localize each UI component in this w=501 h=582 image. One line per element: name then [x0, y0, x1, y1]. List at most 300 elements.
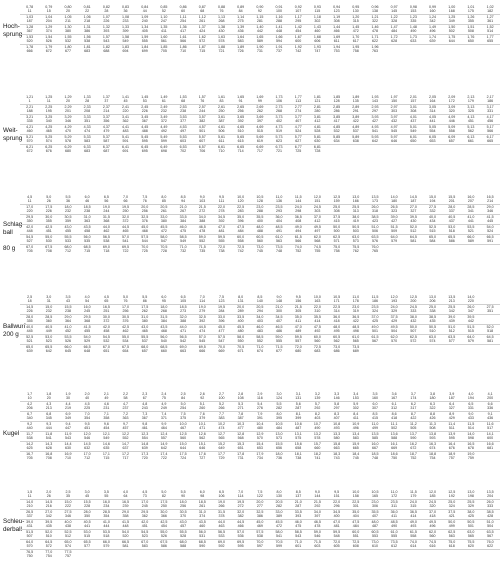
- points-value: 164: [429, 99, 436, 104]
- performance-value: 2,61: [217, 105, 225, 110]
- performance-value: 36,0: [390, 510, 398, 515]
- performance-value: 1,05: [64, 15, 72, 20]
- performance-value: 68,0: [179, 540, 187, 545]
- points-value: 738: [295, 456, 302, 461]
- performance-value: 4,53: [179, 125, 187, 130]
- points-value: 496: [429, 29, 436, 34]
- performance-value: 73,0: [256, 245, 264, 250]
- performance-value: 12,8: [237, 432, 245, 437]
- points-value: 160: [429, 9, 436, 14]
- performance-value: 6,69: [256, 145, 264, 150]
- performance-value: 1,29: [64, 95, 72, 100]
- points-value: 515: [429, 229, 436, 234]
- points-value: 726: [237, 49, 244, 54]
- performance-value: 1,33: [83, 95, 91, 100]
- points-value: 284: [218, 309, 225, 314]
- performance-value: 1,70: [352, 35, 360, 40]
- performance-value: 58,0: [237, 335, 245, 340]
- points-value: 583: [141, 544, 148, 549]
- points-value: 627: [295, 139, 302, 144]
- performance-value: 2,1: [103, 392, 109, 397]
- performance-value: 1,19: [333, 15, 341, 20]
- performance-value: 21,5: [313, 500, 321, 505]
- points-value: 194: [467, 396, 474, 401]
- performance-value: 30,5: [179, 510, 187, 515]
- points-value: 322: [429, 406, 436, 411]
- performance-value: 30,5: [122, 315, 130, 320]
- performance-value: 14,1: [486, 432, 494, 437]
- performance-value: 40,5: [448, 215, 456, 220]
- performance-value: 7,4: [161, 412, 167, 417]
- table-row: [20, 195, 500, 204]
- points-value: 131: [295, 396, 302, 401]
- table-row: [20, 324, 500, 334]
- performance-value: 8,6: [391, 412, 397, 417]
- points-value: 712: [84, 456, 91, 461]
- points-value: 301: [352, 504, 359, 509]
- points-value: 678: [467, 446, 474, 451]
- performance-value: 10,4: [256, 422, 264, 427]
- points-value: 646: [391, 139, 398, 144]
- points-value: 28: [85, 99, 90, 104]
- points-value: 651: [103, 349, 110, 354]
- points-value: 639: [429, 39, 436, 44]
- performance-value: 47,5: [313, 325, 321, 330]
- performance-value: 52,5: [429, 225, 437, 230]
- performance-value: 4,45: [141, 125, 149, 130]
- points-value: 671: [237, 349, 244, 354]
- points-value: 208: [84, 109, 91, 114]
- points-value: 540: [160, 339, 167, 344]
- performance-value: 1,24: [429, 15, 437, 20]
- performance-value: 20,5: [275, 500, 283, 505]
- points-value: 388: [180, 319, 187, 324]
- performance-value: 51,5: [390, 225, 398, 230]
- points-value: 105: [180, 299, 187, 304]
- points-value: 232: [160, 109, 167, 114]
- performance-value: 15,6: [294, 442, 302, 447]
- performance-value: 18,4: [352, 452, 360, 457]
- performance-value: 3,0: [276, 392, 282, 397]
- points-value: 508: [429, 426, 436, 431]
- performance-value: 39,5: [45, 520, 53, 525]
- points-value: 484: [276, 426, 283, 431]
- performance-value: 4,33: [83, 125, 91, 130]
- points-value: 315: [352, 19, 359, 24]
- points-value: 606: [314, 39, 321, 44]
- performance-value: 11,7: [26, 432, 33, 437]
- performance-value: 40,0: [429, 215, 437, 220]
- performance-value: 50,5: [352, 225, 360, 230]
- performance-value: 5,0: [46, 195, 52, 200]
- points-value: 214: [487, 199, 494, 204]
- performance-value: 1,49: [429, 25, 437, 30]
- points-value: 487: [295, 426, 302, 431]
- performance-value: 4,97: [390, 125, 398, 130]
- points-value: 54: [85, 299, 90, 304]
- performance-value: 1,21: [371, 15, 379, 20]
- points-value: 561: [160, 39, 167, 44]
- performance-value: 44,5: [198, 325, 206, 330]
- performance-value: 33,0: [275, 510, 283, 515]
- points-value: 296: [333, 504, 340, 509]
- points-value: 472: [352, 29, 359, 34]
- performance-value: 1,73: [409, 35, 417, 40]
- performance-value: 56,5: [102, 235, 110, 240]
- performance-value: 3,1: [295, 392, 301, 397]
- performance-value: 5,17: [486, 125, 494, 130]
- performance-value: 1,41: [275, 25, 283, 30]
- performance-value: 14,5: [45, 500, 53, 505]
- points-value: 387: [218, 119, 225, 124]
- performance-value: 5,49: [160, 135, 168, 140]
- performance-value: 50,0: [448, 520, 456, 525]
- performance-value: 5,29: [64, 135, 72, 140]
- points-value: 107: [295, 9, 302, 14]
- points-value: 518: [487, 329, 494, 334]
- points-value: 648: [84, 349, 91, 354]
- points-value: 545: [199, 339, 206, 344]
- points-value: 616: [429, 544, 436, 549]
- performance-value: 60,5: [371, 530, 379, 535]
- table-row: [20, 14, 500, 24]
- points-value: 291: [352, 109, 359, 114]
- points-value: 238: [180, 109, 187, 114]
- points-value: 368: [84, 319, 91, 324]
- performance-value: 40,5: [83, 520, 91, 525]
- performance-value: 1,11: [179, 15, 187, 20]
- points-value: 60: [181, 9, 186, 14]
- points-value: 240: [141, 19, 148, 24]
- performance-value: 4,7: [123, 402, 129, 407]
- performance-value: 31,0: [141, 315, 149, 320]
- points-value: 193: [391, 299, 398, 304]
- points-value: 454: [103, 426, 110, 431]
- points-value: 192: [448, 494, 455, 499]
- points-value: 491: [276, 229, 283, 234]
- table-row: [20, 490, 500, 499]
- points-value: 411: [161, 29, 167, 34]
- points-value: 493: [333, 426, 340, 431]
- points-value: 346: [64, 119, 71, 124]
- points-value: 717: [256, 149, 263, 154]
- performance-value: 55,0: [160, 530, 168, 535]
- performance-value: 49,0: [371, 325, 379, 330]
- points-value: 475: [180, 229, 187, 234]
- points-value: 672: [410, 446, 417, 451]
- performance-value: 70,5: [275, 540, 283, 545]
- points-value: 318: [371, 209, 378, 214]
- performance-value: 66,0: [467, 235, 475, 240]
- performance-value: 20,0: [141, 205, 149, 210]
- performance-value: 5,93: [371, 135, 379, 140]
- performance-value: 4,5: [142, 490, 148, 495]
- points-value: 506: [371, 229, 378, 234]
- performance-value: 69,5: [122, 245, 130, 250]
- points-table: [20, 195, 500, 254]
- performance-value: 66,0: [102, 540, 110, 545]
- performance-value: 6,5: [468, 402, 474, 407]
- points-value: 588: [180, 544, 187, 549]
- performance-value: 0,92: [294, 5, 302, 10]
- points-value: 618: [448, 544, 455, 549]
- points-value: 499: [371, 426, 378, 431]
- performance-value: 42,0: [102, 325, 110, 330]
- points-row: [20, 426, 500, 430]
- points-value: 254: [180, 19, 187, 24]
- points-row: [20, 209, 500, 213]
- points-value: 493: [410, 524, 417, 529]
- performance-value: 25,0: [333, 205, 341, 210]
- performance-value: 76,0: [486, 540, 494, 545]
- points-value: 341: [467, 209, 474, 214]
- performance-value: 5,97: [390, 135, 398, 140]
- points-value: 375: [180, 416, 187, 421]
- performance-value: 77,5: [64, 550, 72, 555]
- points-value: 653: [256, 446, 263, 451]
- points-value: 572: [410, 339, 417, 344]
- performance-value: 23,0: [371, 500, 379, 505]
- performance-value: 43,5: [198, 520, 206, 525]
- performance-value: 54,0: [122, 530, 130, 535]
- points-value: 419: [352, 219, 359, 224]
- points-value: 387: [237, 416, 244, 421]
- performance-value: 44,0: [179, 325, 187, 330]
- points-value: 691: [122, 149, 129, 154]
- performance-value: 52,0: [486, 325, 494, 330]
- points-value: 262: [141, 309, 148, 314]
- points-value: 386: [84, 29, 91, 34]
- points-row: [20, 99, 500, 103]
- points-value: 447: [64, 426, 71, 431]
- points-value: 452: [64, 329, 71, 334]
- points-table: [20, 490, 500, 559]
- table-row: [20, 451, 500, 461]
- points-value: 156: [295, 299, 302, 304]
- performance-value: 44,5: [237, 520, 245, 525]
- points-value: 380: [64, 29, 71, 34]
- performance-value: 1,48: [409, 25, 417, 30]
- points-value: 384: [180, 219, 187, 224]
- points-value: 367: [26, 29, 33, 34]
- points-value: 541: [371, 129, 378, 134]
- points-value: 510: [45, 534, 52, 539]
- points-value: 44: [142, 9, 147, 14]
- performance-value: 48,0: [256, 225, 264, 230]
- points-value: 300: [276, 309, 283, 314]
- points-value: 567: [371, 339, 378, 344]
- points-value: 360: [45, 319, 52, 324]
- points-value: 172: [391, 494, 398, 499]
- points-value: 435: [429, 319, 436, 324]
- points-value: 232: [45, 309, 52, 314]
- points-value: 520: [122, 534, 129, 539]
- table-row: [20, 44, 500, 54]
- points-value: 423: [371, 219, 378, 224]
- performance-value: 7,1: [103, 412, 109, 417]
- points-value: 279: [199, 309, 206, 314]
- points-value: 327: [448, 406, 455, 411]
- points-value: 418: [333, 319, 340, 324]
- performance-value: 21,5: [198, 205, 206, 210]
- points-value: 638: [352, 139, 359, 144]
- points-value: 358: [122, 514, 129, 519]
- points-row: [20, 139, 500, 143]
- points-value: 722: [122, 249, 129, 254]
- points-value: 597: [256, 544, 263, 549]
- performance-value: 6,73: [275, 145, 283, 150]
- performance-value: 14,6: [102, 442, 110, 447]
- performance-value: 32,0: [237, 510, 245, 515]
- performance-value: 71,0: [294, 540, 302, 545]
- points-table: [20, 295, 500, 354]
- points-value: 555: [276, 339, 283, 344]
- performance-value: 39,0: [26, 520, 34, 525]
- points-value: 233: [122, 19, 129, 24]
- points-value: 635: [103, 446, 110, 451]
- points-value: 487: [371, 524, 378, 529]
- performance-value: 58,0: [275, 530, 283, 535]
- performance-value: 5,61: [217, 135, 225, 140]
- points-value: 660: [314, 446, 321, 451]
- performance-value: 17,4: [160, 452, 168, 457]
- points-value: 743: [333, 456, 340, 461]
- points-value: 526: [64, 339, 71, 344]
- points-value: 588: [391, 436, 398, 441]
- performance-value: 3,0: [46, 295, 52, 300]
- performance-value: 1,90: [256, 45, 264, 50]
- performance-value: 46,0: [179, 225, 187, 230]
- points-value: 578: [314, 436, 321, 441]
- points-value: 331: [487, 109, 494, 114]
- points-value: 603: [314, 544, 321, 549]
- points-value: 745: [256, 249, 263, 254]
- points-row: [20, 524, 500, 528]
- performance-value: 57,0: [122, 235, 130, 240]
- performance-value: 16,5: [122, 500, 130, 505]
- points-value: 128: [256, 199, 263, 204]
- points-value: 710: [180, 49, 187, 54]
- points-value: 442: [467, 319, 474, 324]
- points-value: 91: [238, 99, 243, 104]
- points-value: 553: [371, 534, 378, 539]
- points-value: 506: [218, 129, 225, 134]
- performance-value: 65,0: [429, 235, 437, 240]
- points-value: 742: [295, 49, 302, 54]
- points-value: 698: [160, 149, 167, 154]
- performance-value: 1,89: [352, 95, 360, 100]
- points-value: 168: [448, 9, 455, 14]
- performance-value: 5,0: [180, 402, 186, 407]
- points-value: 578: [64, 139, 71, 144]
- performance-value: 0,97: [390, 5, 398, 10]
- points-value: 663: [333, 446, 340, 451]
- performance-value: 26,0: [486, 500, 494, 505]
- points-value: 454: [160, 524, 167, 529]
- points-value: 438: [64, 524, 71, 529]
- points-value: 568: [314, 239, 321, 244]
- points-value: 153: [352, 396, 359, 401]
- points-row: [20, 396, 500, 400]
- points-value: 351: [84, 119, 91, 124]
- points-value: 422: [352, 119, 359, 124]
- points-value: 560: [180, 436, 187, 441]
- performance-value: 41,5: [486, 215, 494, 220]
- performance-value: 38,5: [371, 215, 379, 220]
- points-value: 171: [333, 299, 340, 304]
- performance-value: 2,97: [390, 105, 398, 110]
- points-value: 388: [199, 219, 206, 224]
- performance-value: 15,4: [256, 442, 264, 447]
- performance-value: 13,4: [352, 432, 360, 437]
- points-value: 507: [26, 534, 33, 539]
- points-value: 557: [295, 339, 302, 344]
- performance-value: 38,0: [409, 315, 417, 320]
- points-value: 530: [45, 239, 52, 244]
- points-value: 159: [333, 199, 340, 204]
- points-value: 570: [26, 544, 33, 549]
- performance-value: 8,4: [353, 412, 359, 417]
- points-value: 460: [314, 29, 321, 34]
- performance-value: 60,0: [237, 235, 245, 240]
- performance-value: 2,6: [199, 392, 205, 397]
- performance-value: 11,5: [294, 195, 302, 200]
- performance-value: 23,0: [352, 305, 360, 310]
- performance-value: 2,13: [467, 95, 475, 100]
- performance-value: 31,5: [160, 315, 168, 320]
- points-value: 731: [256, 49, 263, 54]
- points-value: 45: [123, 99, 128, 104]
- points-value: 180: [429, 396, 436, 401]
- points-value: 346: [64, 514, 71, 519]
- performance-value: 15,5: [275, 442, 283, 447]
- performance-value: 71,0: [179, 245, 187, 250]
- points-value: 467: [180, 426, 187, 431]
- performance-value: 55,5: [179, 530, 187, 535]
- points-row: [20, 544, 500, 548]
- performance-value: 2,49: [160, 105, 168, 110]
- points-value: 665: [352, 446, 359, 451]
- points-value: 53: [142, 99, 147, 104]
- performance-value: 59,5: [333, 530, 341, 535]
- performance-value: 13,0: [352, 195, 360, 200]
- points-value: 114: [199, 299, 206, 304]
- performance-value: 18,7: [409, 452, 417, 457]
- points-value: 747: [314, 49, 321, 54]
- performance-value: 2,65: [237, 105, 245, 110]
- points-value: 167: [391, 396, 398, 401]
- points-value: 226: [45, 209, 52, 214]
- performance-value: 40,0: [64, 520, 72, 525]
- points-value: 590: [410, 436, 417, 441]
- performance-value: 0,81: [83, 5, 91, 10]
- points-value: 187: [26, 19, 33, 24]
- points-value: 415: [371, 416, 378, 421]
- performance-value: 19,0: [467, 452, 475, 457]
- performance-value: 2,3: [142, 392, 148, 397]
- performance-value: 45,5: [160, 225, 168, 230]
- performance-value: 12,5: [409, 295, 417, 300]
- performance-value: 1,92: [294, 45, 302, 50]
- performance-value: 51,5: [467, 325, 475, 330]
- points-value: 512: [448, 329, 455, 334]
- points-value: 392: [199, 319, 206, 324]
- points-value: 391: [256, 416, 263, 421]
- performance-value: 3,4: [353, 392, 359, 397]
- performance-value: 5,65: [237, 135, 245, 140]
- points-value: 11: [46, 99, 51, 104]
- points-value: 84: [238, 9, 243, 14]
